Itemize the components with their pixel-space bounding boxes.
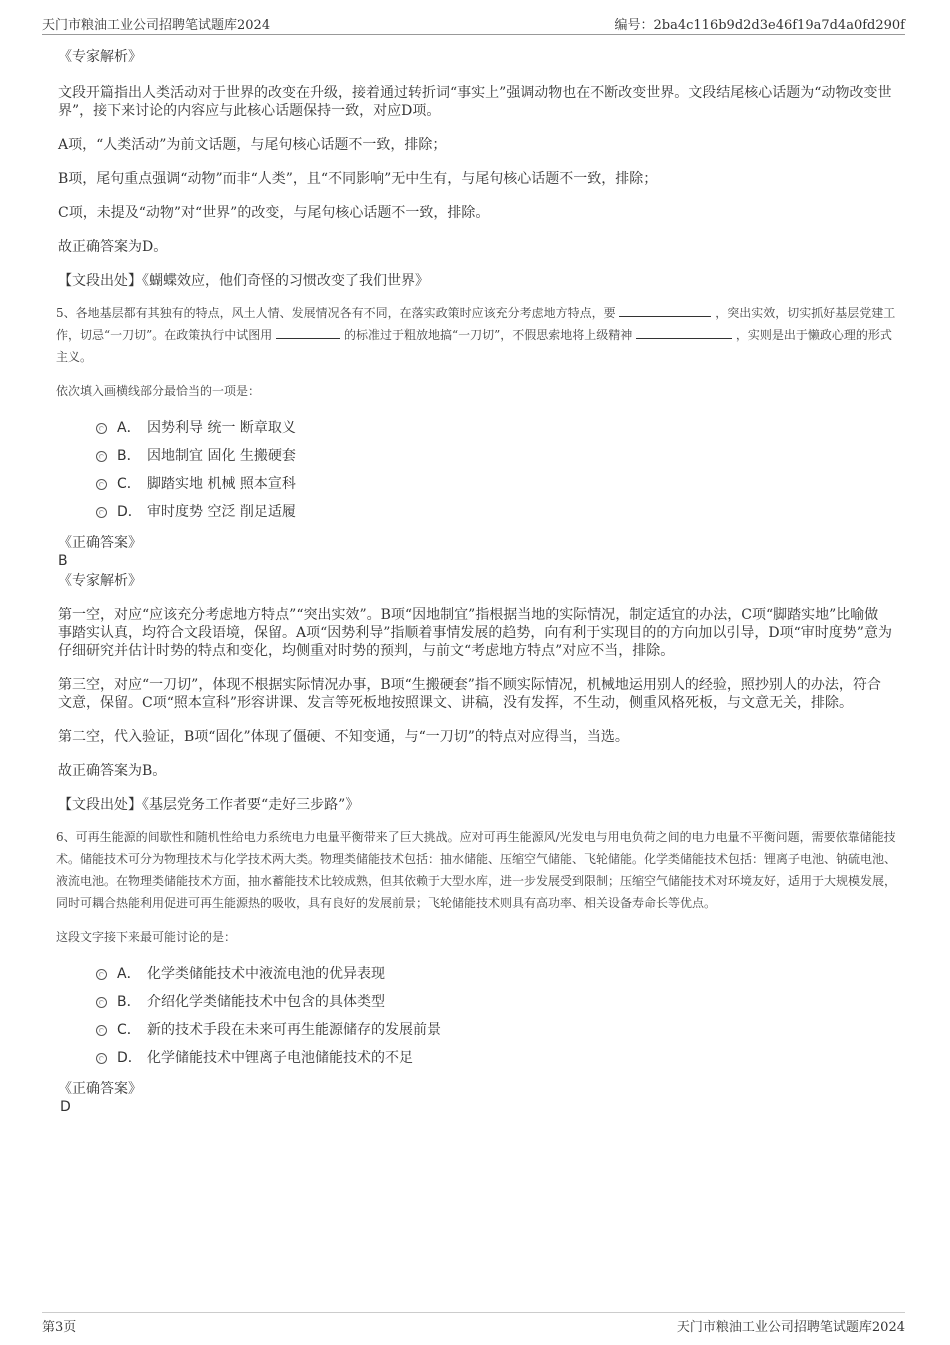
option-key: C． (117, 1022, 141, 1038)
answer-statement: 故正确答案为B。 (58, 763, 167, 779)
option-text: 化学储能技术中锂离子电池储能技术的不足 (147, 1050, 413, 1066)
question-5-text (56, 302, 900, 368)
fill-blank (619, 304, 711, 317)
correct-answer-value: D (60, 1099, 71, 1115)
option-c[interactable] (56, 470, 900, 498)
option-d[interactable] (56, 1044, 900, 1072)
option-key: B． (117, 994, 141, 1010)
question-6-text: 6、可再生能源的间歇性和随机性给电力系统电力电量平衡带来了巨大挑战。应对可再生能源风/光发电与用电负荷之间的电力电量不平衡问题，需要依靠储能技术。储能技术可分为物理技术与化学技术两大类。物理类储能技术包括：抽水储能、压缩空气储能、飞轮储能。化学类储能技术包括：锂离子电池、钠硫电池、液流电池。在物理类储能技术方面，抽水蓄能技术比较成熟，但其依赖于大型水库，进一步发展受到限制；压缩空气储能技术对环境友好，适用于大规模发展，同时可耦合热能利用促进可再生能源热的吸收，具有良好的发展前景；飞轮储能技术则具有高功率、相关设备寿命长等优点。 (56, 830, 897, 910)
source-citation: 【文段出处】《蝴蝶效应，他们奇怪的习惯改变了我们世界》 (58, 273, 429, 289)
option-a[interactable] (56, 960, 900, 988)
analysis-paragraph: A项，“人类活动”为前文话题，与尾句核心话题不一致，排除； (58, 137, 447, 153)
correct-answer-value: B (58, 553, 68, 569)
radio-icon[interactable] (96, 507, 107, 518)
question-prompt: 依次填入画横线部分最恰当的一项是： (56, 384, 261, 398)
analysis-paragraph: 第一空，对应“应该充分考虑地方特点”“突出实效”。B项“因地制宜”指根据当地的实际情况，制定适宜的办法，C项“脚踏实地”比喻做事踏实认真，均符合文段语境，保留。A项“因势利导”指顺着事情发展的趋势，向有利于实现目的的方向加以引导，D项“审时度势”意为仔细研究并估计时势的特点和变化，均侧重对时势的预判，与前文“考虑地方特点”对应不当，排除。 (58, 607, 892, 659)
answer-statement: 故正确答案为D。 (58, 239, 168, 255)
analysis-label: 《专家解析》 (58, 49, 142, 65)
analysis-label: 《专家解析》 (58, 573, 142, 589)
option-text: 介绍化学类储能技术中包含的具体类型 (147, 994, 385, 1010)
option-b[interactable] (56, 988, 900, 1016)
analysis-paragraph: 文段开篇指出人类活动对于世界的改变在升级，接着通过转折词“事实上”强调动物也在不断改变世界。文段结尾核心话题为“动物改变世界”，接下来讨论的内容应与此核心话题保持一致，对应D项。 (58, 85, 892, 119)
analysis-paragraph: B项，尾句重点强调“动物”而非“人类”，且“不同影响”无中生有，与尾句核心话题不一致，排除； (58, 171, 658, 187)
header-title: 天门市粮油工业公司招聘笔试题库2024 (42, 18, 271, 33)
question-text-part: 的标准过于粗放地搞“一刀切”，不假思索地将上级精神 (343, 328, 633, 342)
radio-icon[interactable] (96, 969, 107, 980)
question-text-part: 5、各地基层都有其独有的特点，风土人情、发展情况各有不同，在落实政策时应该充分考虑地方特点，要 (56, 306, 616, 320)
option-key: A． (117, 966, 141, 982)
option-d[interactable] (56, 498, 900, 526)
options-list (56, 960, 900, 1072)
question-text-part: ，突出实效，切实抓好基层党建工作，切忌“一刀切”。在政策执行中试图用 (56, 306, 896, 342)
option-key: A． (117, 420, 141, 436)
page-header (42, 12, 905, 35)
correct-answer-label: 《正确答案》 (58, 535, 142, 551)
question-text-part: ，实则是出于懒政心理的形式主义。 (56, 328, 892, 364)
header-code: 编号：2ba4c116b9d2d3e46f19a7d4a0fd290f (614, 18, 905, 33)
option-key: D． (117, 1050, 142, 1066)
option-key: B． (117, 448, 141, 464)
option-text: 化学类储能技术中液流电池的优异表现 (147, 966, 385, 982)
option-text: 因势利导 统一 断章取义 (147, 420, 296, 436)
footer-title: 天门市粮油工业公司招聘笔试题库2024 (676, 1320, 905, 1335)
option-key: D． (117, 504, 142, 520)
option-text: 审时度势 空泛 削足适履 (147, 504, 296, 520)
option-b[interactable] (56, 442, 900, 470)
analysis-paragraph: C项，未提及“动物”对“世界”的改变，与尾句核心话题不一致，排除。 (58, 205, 490, 221)
page-content (56, 44, 900, 1116)
correct-answer-label: 《正确答案》 (58, 1081, 142, 1097)
radio-icon[interactable] (96, 423, 107, 434)
fill-blank (276, 326, 340, 339)
radio-icon[interactable] (96, 1025, 107, 1036)
analysis-paragraph: 第三空，对应“一刀切”，体现不根据实际情况办事，B项“生搬硬套”指不顾实际情况，机械地运用别人的经验，照抄别人的办法，符合文意，保留。C项“照本宣科”形容讲课、发言等死板地按照课文、讲稿，没有发挥，不生动，侧重风格死板，与文意无关，排除。 (58, 677, 881, 711)
page-footer (42, 1312, 905, 1335)
page-number: 第3页 (42, 1320, 77, 1335)
option-text: 新的技术手段在未来可再生能源储存的发展前景 (147, 1022, 441, 1038)
option-text: 因地制宜 固化 生搬硬套 (147, 448, 296, 464)
analysis-paragraph: 第二空，代入验证，B项“固化”体现了僵硬、不知变通，与“一刀切”的特点对应得当，当选。 (58, 729, 629, 745)
radio-icon[interactable] (96, 451, 107, 462)
radio-icon[interactable] (96, 479, 107, 490)
option-key: C． (117, 476, 141, 492)
radio-icon[interactable] (96, 997, 107, 1008)
option-a[interactable] (56, 414, 900, 442)
question-prompt: 这段文字接下来最可能讨论的是： (56, 930, 237, 944)
options-list (56, 414, 900, 526)
source-citation: 【文段出处】《基层党务工作者要“走好三步路”》 (58, 797, 360, 813)
fill-blank (636, 326, 732, 339)
option-c[interactable] (56, 1016, 900, 1044)
option-text: 脚踏实地 机械 照本宣科 (147, 476, 296, 492)
radio-icon[interactable] (96, 1053, 107, 1064)
